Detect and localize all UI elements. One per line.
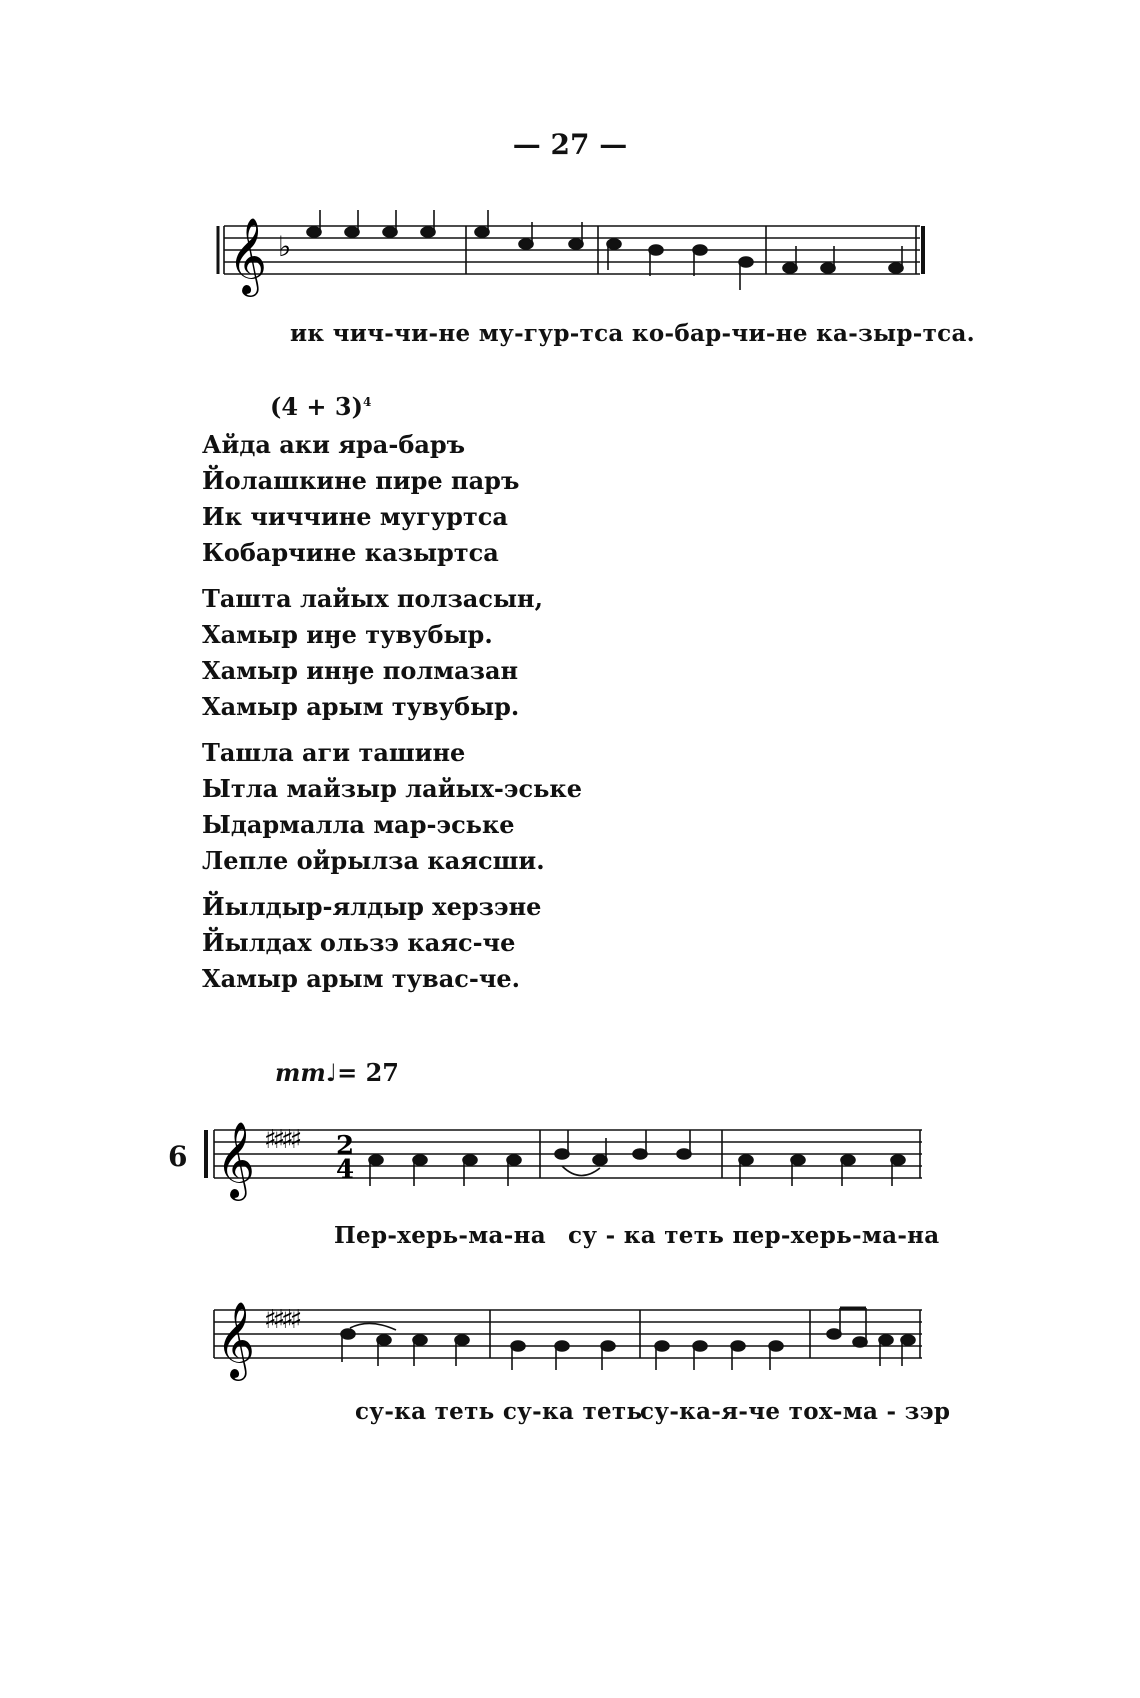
song-number: 6 [168,1140,188,1173]
poem-line: Ташта лайых ползасын, [202,584,543,613]
song-6-lyrics-line-2a: су-ка теть су-ка теть [355,1398,643,1425]
song-6-lyrics-line-2b: су-ка-я-че тох-ма - зэр [640,1398,951,1425]
tempo-value: = 27 [337,1058,399,1087]
poem-line: Йылдах ользэ каяс-че [202,928,516,957]
poem-line: Кобарчине казыртса [202,538,499,567]
meter-heading [270,392,371,421]
song-6-lyrics-line-1b: су - ка теть пер-херь-ма-на [568,1222,940,1249]
poem-line: Хамыр инӈе полмазан [202,656,519,685]
poem-line: Ыдармалла мар-эське [202,810,515,839]
tempo-prefix: mm [275,1058,326,1087]
poem-line: Хамыр арым тувубыр. [202,692,520,721]
poem-line: Хамыр арым тувас-че. [202,964,521,993]
poem-line: Айда аки яра-баръ [202,430,466,459]
treble-clef-icon: 𝄞 [228,217,268,294]
poem-line: Йылдыр-ялдыр херзэне [202,892,542,921]
music-staff-1 [210,210,930,300]
song-6-lyrics-line-1a: Пер-херь-ма-на [334,1222,546,1249]
quarter-note-icon: ♩ [325,1058,338,1087]
time-signature-top: 2 [336,1131,355,1161]
sharp-signs: ♯♯♯♯ [264,1125,299,1155]
sharp-signs: ♯♯♯♯ [264,1305,299,1335]
flat-sign: ♭ [278,230,292,263]
treble-clef-icon: 𝄞 [216,1301,256,1378]
poem-line: Ташла аги ташине [202,738,466,767]
meter-mark: 4 [362,395,372,409]
treble-clef-icon: 𝄞 [216,1121,256,1198]
page-number: — 27 — [512,128,628,161]
staff-1-lyrics: ик чич-чи-не му-гур-тса ко-бар-чи-не ка-зыр-тса. [290,320,975,347]
meter-value: (4 + 3) [270,392,363,421]
music-staff-2 [200,1110,930,1210]
poem-line: Йолашкине пире паръ [202,466,520,495]
poem-line: Лепле ойрылза каясши. [202,846,545,875]
tempo-marking [275,1058,399,1087]
poem-line: Ытла майзыр лайых-эське [202,774,582,803]
time-signature-bottom: 4 [336,1155,355,1185]
poem-line: Хамыр иӈе тувубыр. [202,620,493,649]
poem-line: Ик чиччине мугуртса [202,502,508,531]
music-staff-3 [200,1290,930,1390]
